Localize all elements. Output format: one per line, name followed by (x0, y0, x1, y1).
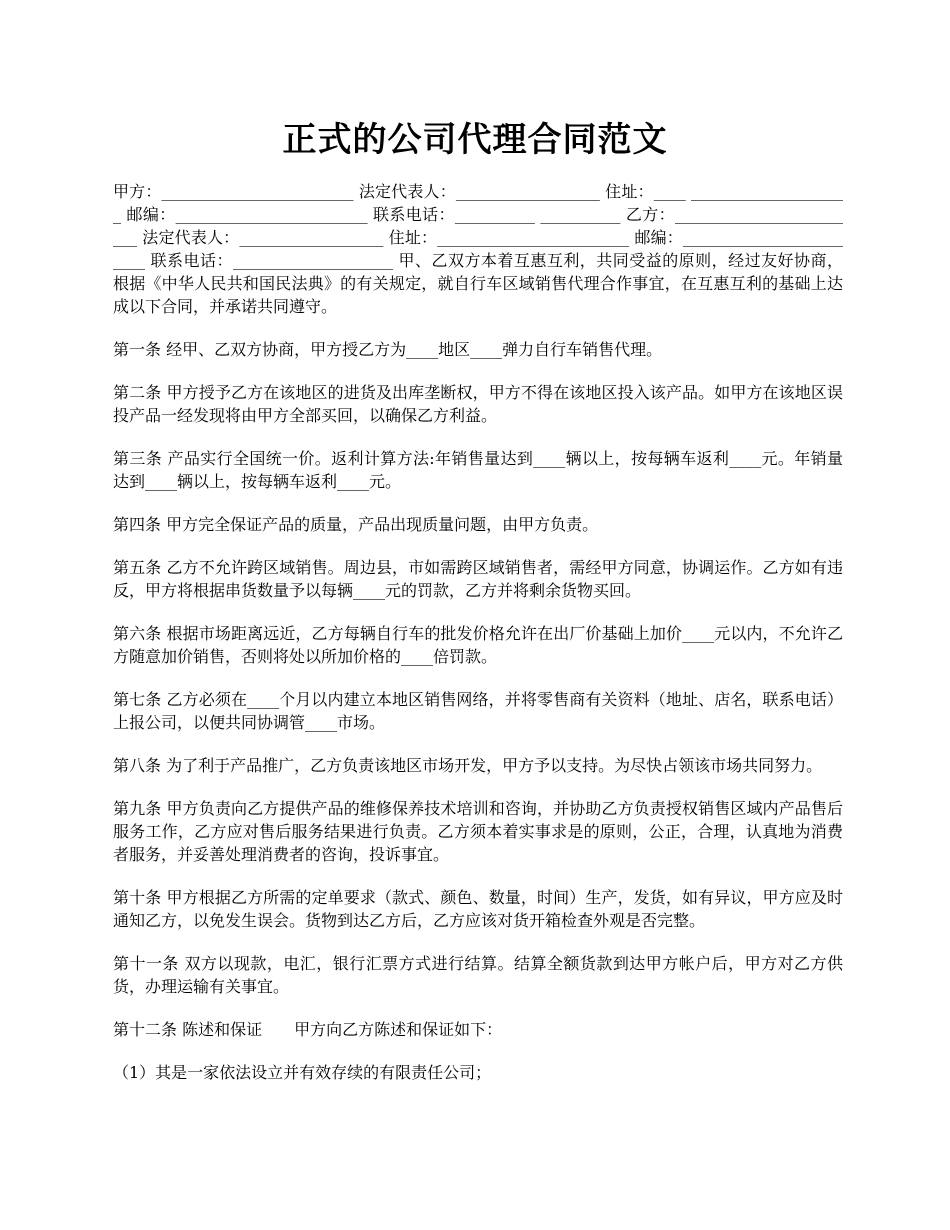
clause-6: 第六条 根据市场距离远近，乙方每辆自行车的批发价格允许在出厂价基础上加价____元以内，不允许乙方随意加价销售，否则将处以所加价格的____倍罚款。 (113, 624, 843, 666)
paragraph-gap (113, 318, 843, 338)
clause-2: 第二条 甲方授予乙方在该地区的进货及出库垄断权，甲方不得在该地区投入该产品。如甲方在该地区误投产品一经发现将由甲方全部买回，以确保乙方利益。 (113, 383, 843, 425)
document-title: 正式的公司代理合同范文 (282, 120, 668, 160)
clause-1: 第一条 经甲、乙双方协商，甲方授乙方为____地区____弹力自行车销售代理。 (113, 340, 663, 359)
clause-11: 第十一条 双方以现款，电汇，银行汇票方式进行结算。结算全额货款到达甲方帐户后，甲方对乙方供货，办理运输有关事宜。 (113, 954, 843, 996)
clause-5: 第五条 乙方不允许跨区域销售。周边县，市如需跨区域销售者，需经甲方同意，协调运作。乙方如有违反，甲方将根据串货数量予以每辆____元的罚款，乙方并将剩余货物买回。 (113, 558, 843, 600)
clause-8: 第八条 为了利于产品推广，乙方负责该地区市场开发，甲方予以支持。为尽快占领该市场共同努力。 (113, 756, 823, 775)
clause-12-item-1: （1）其是一家依法设立并有效存续的有限责任公司； (113, 1063, 492, 1082)
clause-9: 第九条 甲方负责向乙方提供产品的维修保养技术培训和咨询，并协助乙方负责授权销售区域内产品售后服务工作，乙方应对售后服务结果进行负责。乙方须本着实事求是的原则，公正，合理，认真地为消费者服务，并妥善处理消费者的咨询，投诉事宜。 (113, 799, 843, 864)
document-body (113, 180, 843, 1104)
clause-3: 第三条 产品实行全国统一价。返利计算方法:年销售量达到____辆以上，按每辆车返利____元。年销量达到____辆以上，按每辆车返利____元。 (113, 449, 843, 491)
clause-12: 第十二条 陈述和保证 甲方向乙方陈述和保证如下： (113, 1020, 503, 1039)
clause-7: 第七条 乙方必须在____个月以内建立本地区销售网络，并将零售商有关资料（地址、店名，联系电话）上报公司，以便共同协调管____市场。 (113, 690, 843, 732)
parties-header: 甲方：________________________ 法定代表人：__________________ 住址：____ ____________________ 邮编：________________________ 联系电话：__________ __________ 乙方：________________________ 法定代表人：__________________ 住址：________________________ 邮编：________________________ 联系电话：____________________ 甲、乙双方本着互惠互利，共同受益的原则，经过友好协商，根据《中华人民共和国民法典》的有关规定，就自行车区域销售代理合作事宜，在互惠互利的基础上达成以下合同，并承诺共同遵守。 (113, 182, 843, 316)
clause-10: 第十条 甲方根据乙方所需的定单要求（款式、颜色、数量，时间）生产，发货，如有异议，甲方应及时通知乙方，以免发生误会。货物到达乙方后，乙方应该对货开箱检查外观是否完整。 (113, 888, 843, 930)
clause-4: 第四条 甲方完全保证产品的质量，产品出现质量问题，由甲方负责。 (113, 515, 599, 534)
